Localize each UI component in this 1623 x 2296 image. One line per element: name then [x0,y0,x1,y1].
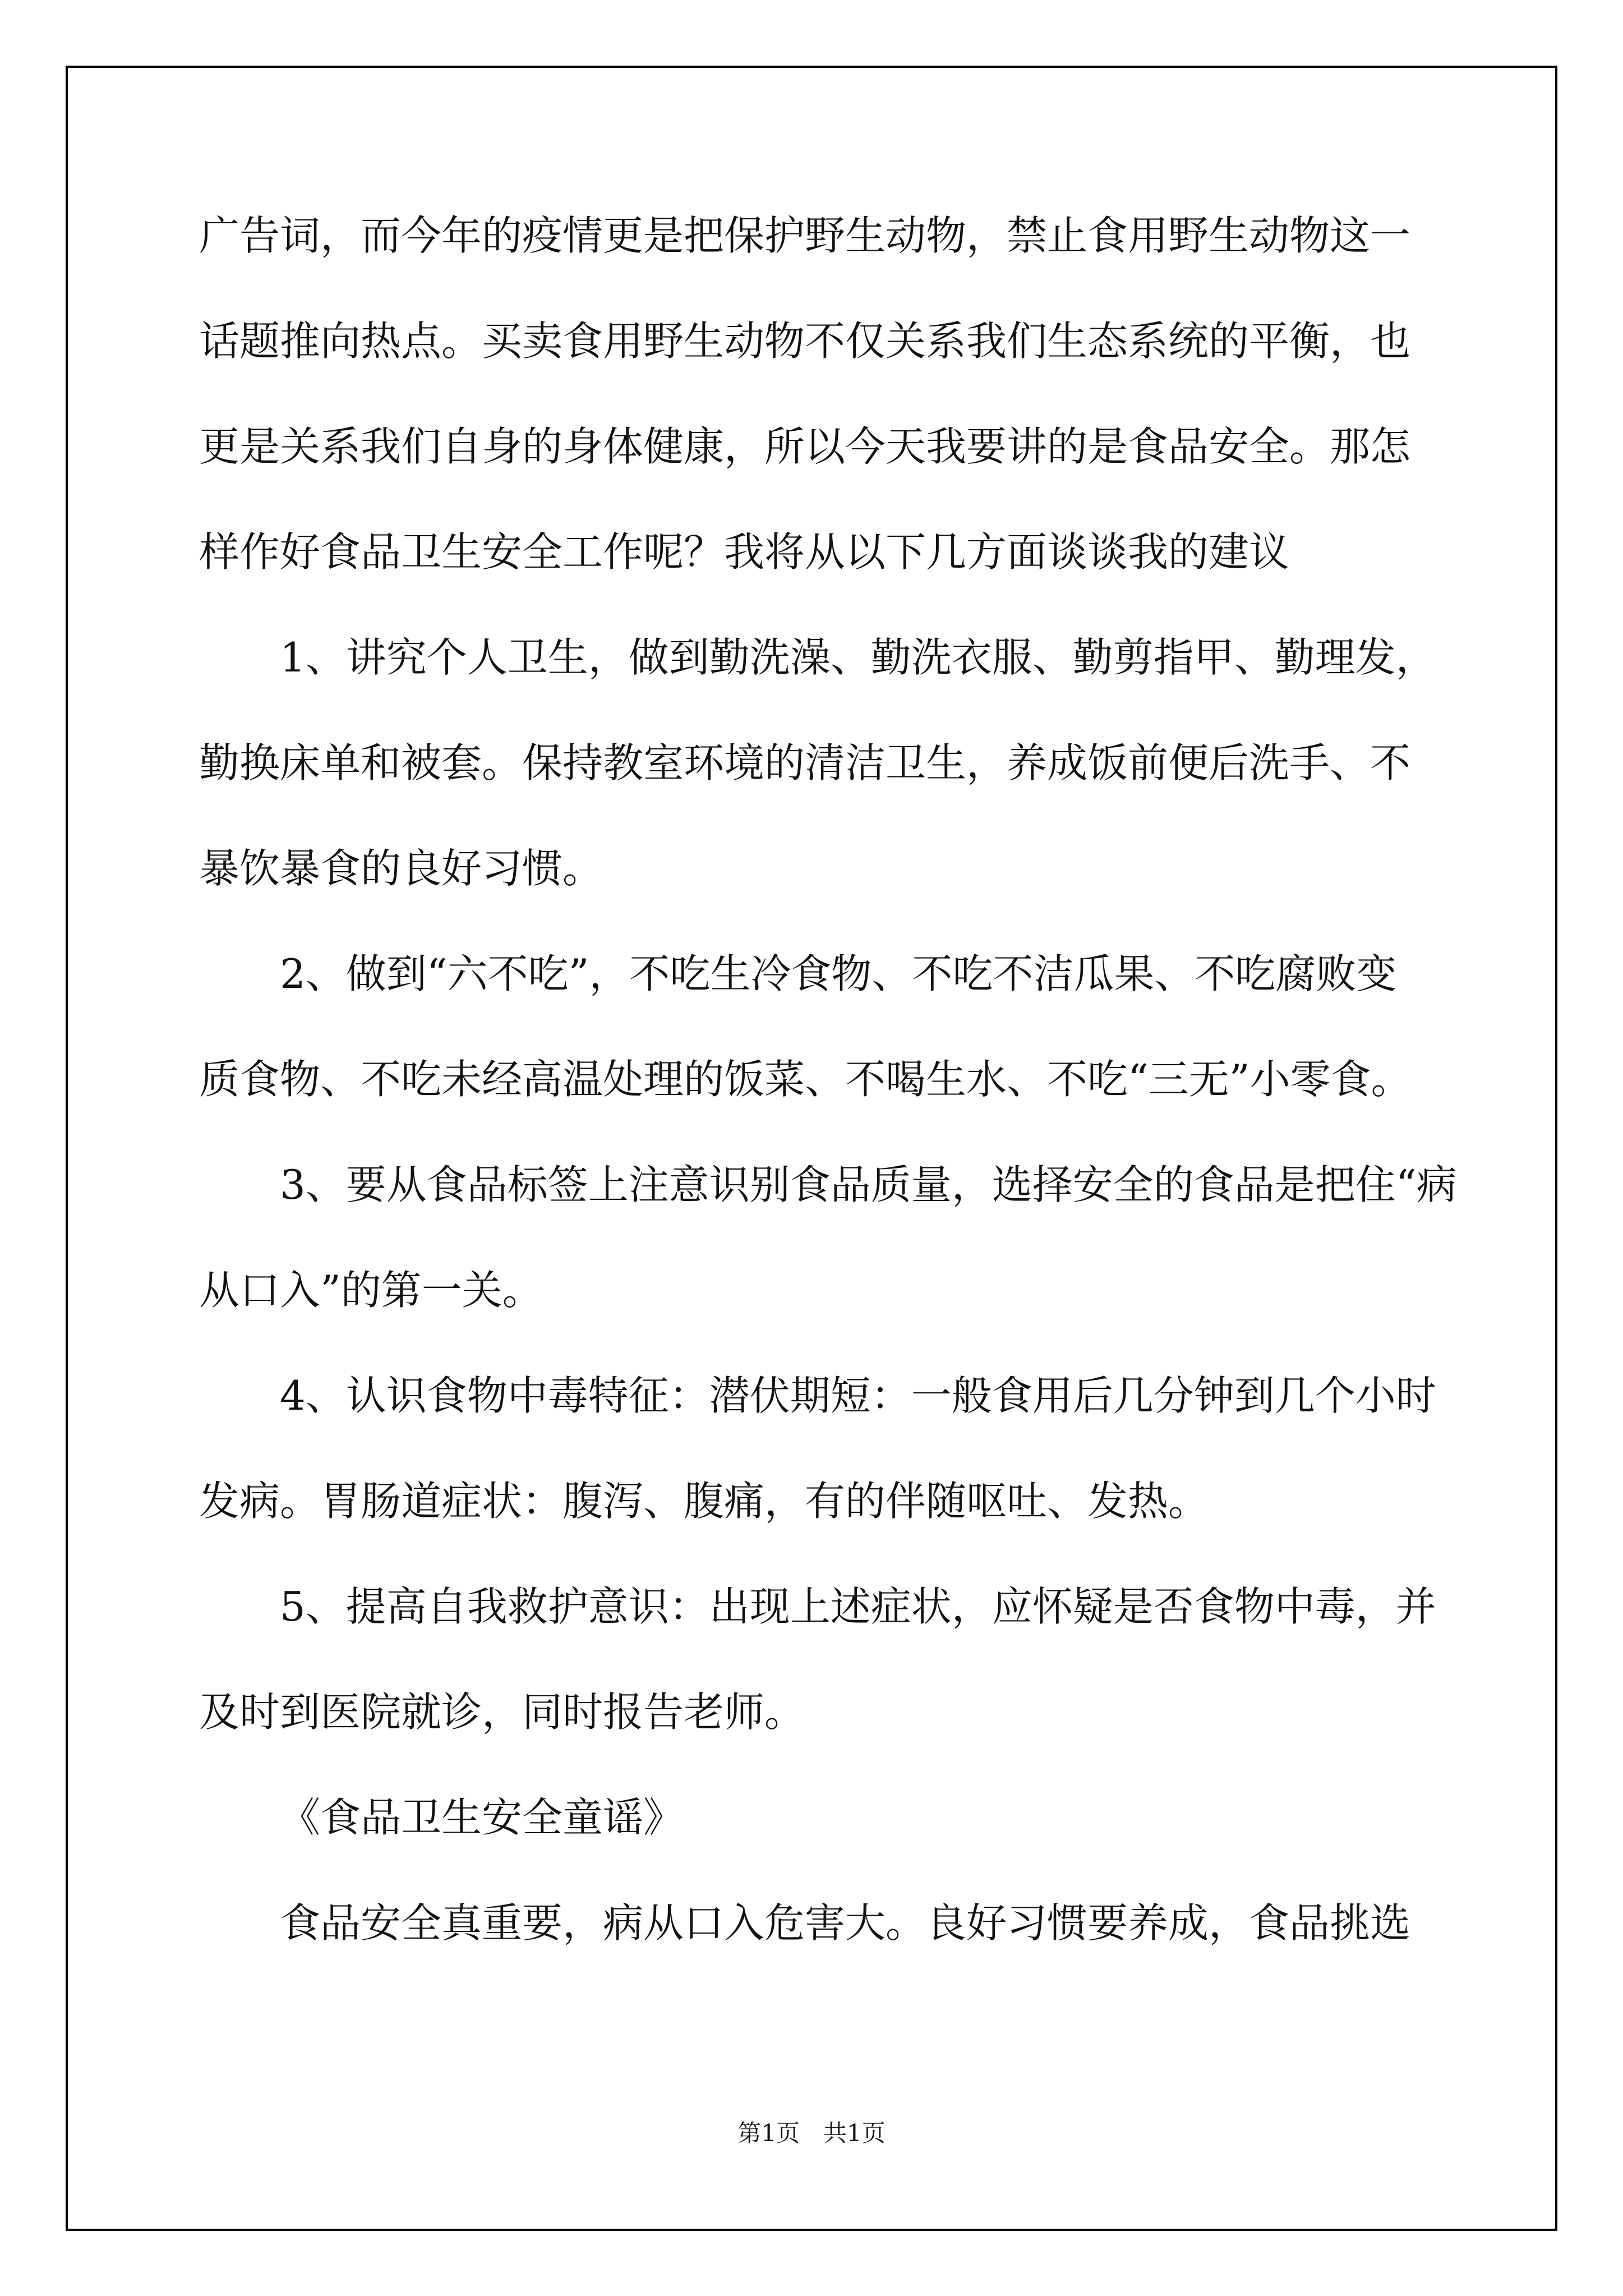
text-line: 发病。胃肠道症状：腹泻、腹痛，有的伴随呕吐、发热。 [199,1478,1209,1525]
text-line: 从口入”的第一关。 [199,1267,543,1314]
page-footer: 第1页 共1页 [737,2119,886,2147]
text-line: 更是关系我们自身的身体健康，所以今天我要讲的是食品安全。那怎 [199,423,1411,470]
text-line: 勤换床单和被套。保持教室环境的清洁卫生，养成饭前便后洗手、不 [199,739,1411,786]
text-line: 及时到医院就诊，同时报告老师。 [199,1688,805,1736]
text-line: 话题推向热点。买卖食用野生动物不仅关系我们生态系统的平衡，也 [199,318,1411,365]
text-line: 食品安全真重要，病从口入危害大。良好习惯要养成，食品挑选 [280,1899,1411,1947]
text-line: 4、认识食物中毒特征：潜伏期短：一般食用后几分钟到几个小时 [280,1372,1436,1419]
text-line: 《食品卫生安全童谣》 [280,1794,684,1841]
text-line: 质食物、不吃未经高温处理的饭菜、不喝生水、不吃“三无”小零食。 [199,1056,1412,1103]
text-line: 广告词，而今年的疫情更是把保护野生动物，禁止食用野生动物这一 [199,212,1411,259]
text-line: 2、做到“六不吃”，不吃生冷食物、不吃不洁瓜果、不吃腐败变 [280,950,1397,997]
text-line: 5、提高自我救护意识：出现上述症状，应怀疑是否食物中毒，并 [280,1583,1436,1630]
text-line: 样作好食品卫生安全工作呢？我将从以下几方面谈谈我的建议 [199,528,1290,576]
text-line: 3、要从食品标签上注意识别食品质量，选择安全的食品是把住“病 [280,1161,1457,1208]
text-line: 暴饮暴食的良好习惯。 [199,845,603,892]
text-line: 1、讲究个人卫生，做到勤洗澡、勤洗衣服、勤剪指甲、勤理发， [280,634,1436,681]
